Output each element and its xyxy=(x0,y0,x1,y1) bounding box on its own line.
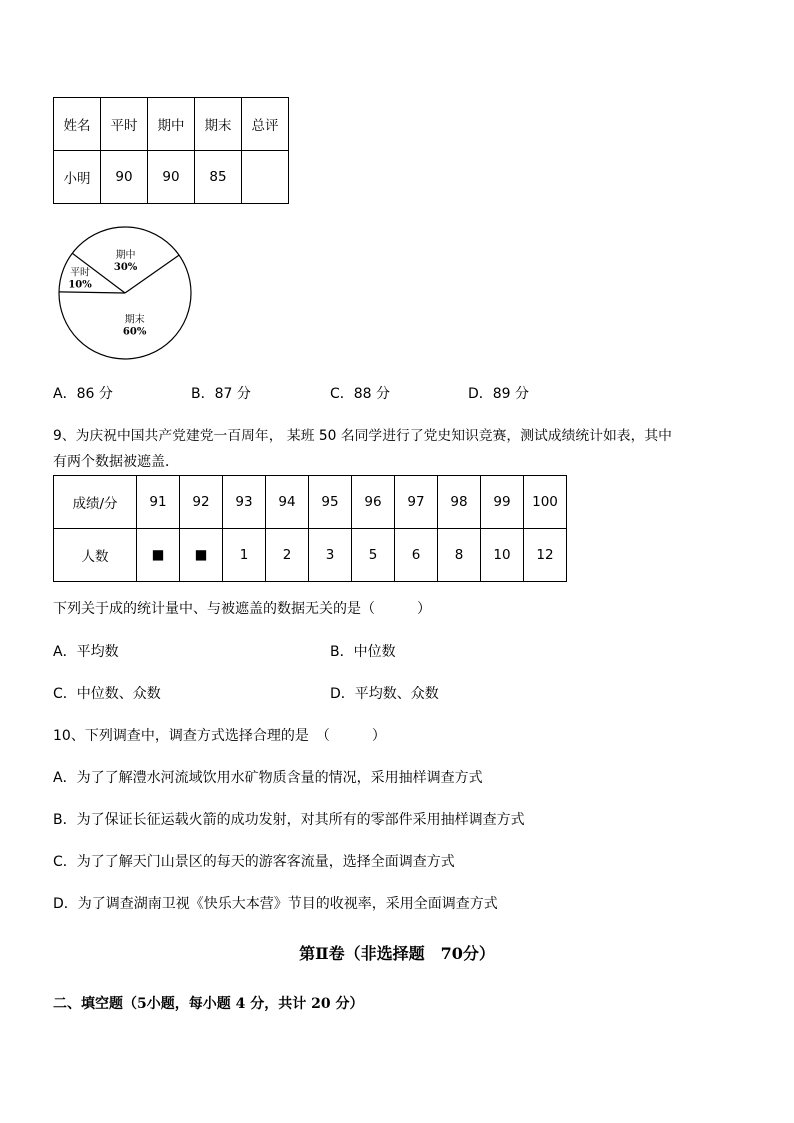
table-cell xyxy=(242,151,289,204)
score-table-row xyxy=(54,151,289,204)
q9-question: 下列关于成的统计量中、与被遮盖的数据无关的是（ ） xyxy=(53,601,431,617)
pie-slice-label: 期末 xyxy=(124,314,145,326)
q9-stem-line2: 有两个数据被遮盖． xyxy=(53,454,179,470)
table-cell: 98 xyxy=(438,476,481,529)
table-cell: 总评 xyxy=(242,98,289,151)
table-cell: 85 xyxy=(195,151,242,204)
table-cell: 91 xyxy=(137,476,180,529)
table-cell: 96 xyxy=(352,476,395,529)
table-cell: 99 xyxy=(481,476,524,529)
table-cell: 3 xyxy=(309,529,352,582)
table-cell: 90 xyxy=(101,151,148,204)
q10-stem: 10、下列调查中，调查方式选择合理的是 （ ） xyxy=(53,728,386,744)
table-cell: 12 xyxy=(524,529,567,582)
section-title: 第Ⅱ卷（非选择题 70分） xyxy=(299,944,495,963)
q9-table-row-counts xyxy=(54,529,567,582)
section2-heading: 二、填空题（5小题，每小题 4 分，共计 20 分） xyxy=(53,996,364,1012)
q9-option-c: C．中位数、众数 xyxy=(53,686,161,702)
q9-option-d: D．平均数、众数 xyxy=(330,686,439,702)
pie-slice-label: 平时 xyxy=(70,267,91,279)
table-cell: 92 xyxy=(180,476,223,529)
pie-slice-label: 期中 xyxy=(115,250,136,262)
table-cell: 5 xyxy=(352,529,395,582)
q9-option-a: A．平均数 xyxy=(53,644,119,660)
q9-stem-line1: 9、为庆祝中国共产党建党一百周年， 某班 50 名同学进行了党史知识竞赛，测试成绩统计如表，其中 xyxy=(53,428,672,444)
pie-chart xyxy=(50,218,200,368)
q10-option-d: D．为了调查湖南卫视《快乐大本营》节目的收视率，采用全面调查方式 xyxy=(53,896,498,912)
q8-option-c: C．88 分 xyxy=(330,386,391,402)
table-cell: 期末 xyxy=(195,98,242,151)
pie-slice-value: 30% xyxy=(113,262,138,274)
table-cell: 1 xyxy=(223,529,266,582)
q10-option-a: A．为了了解澧水河流域饮用水矿物质含量的情况，采用抽样调查方式 xyxy=(53,770,483,786)
table-cell: ■ xyxy=(180,529,223,582)
q9-table-row-scores xyxy=(54,476,567,529)
table-cell: 2 xyxy=(266,529,309,582)
table-cell: 10 xyxy=(481,529,524,582)
table-cell: 95 xyxy=(309,476,352,529)
q9-table xyxy=(53,475,567,582)
pie-slice-value: 10% xyxy=(68,279,92,291)
table-cell: 平时 xyxy=(101,98,148,151)
table-cell: 人数 xyxy=(54,529,137,582)
score-table-header-row xyxy=(54,98,289,151)
q10-option-b: B．为了保证长征运载火箭的成功发射，对其所有的零部件采用抽样调查方式 xyxy=(53,812,525,828)
q10-option-c: C．为了了解天门山景区的每天的游客客流量，选择全面调查方式 xyxy=(53,854,455,870)
table-cell: 期中 xyxy=(148,98,195,151)
q8-option-b: B．87 分 xyxy=(191,386,251,402)
table-cell: 小明 xyxy=(54,151,101,204)
table-cell: ■ xyxy=(137,529,180,582)
table-cell: 100 xyxy=(524,476,567,529)
table-cell: 97 xyxy=(395,476,438,529)
table-cell: 93 xyxy=(223,476,266,529)
q8-option-d: D．89 分 xyxy=(468,386,530,402)
q9-option-b: B．中位数 xyxy=(330,644,396,660)
pie-slice-value: 60% xyxy=(122,326,147,338)
table-cell: 8 xyxy=(438,529,481,582)
table-cell: 6 xyxy=(395,529,438,582)
table-cell: 94 xyxy=(266,476,309,529)
table-cell: 姓名 xyxy=(54,98,101,151)
table-cell: 成绩/分 xyxy=(54,476,137,529)
q8-option-a: A．86 分 xyxy=(53,386,113,402)
score-table xyxy=(53,97,289,204)
table-cell: 90 xyxy=(148,151,195,204)
